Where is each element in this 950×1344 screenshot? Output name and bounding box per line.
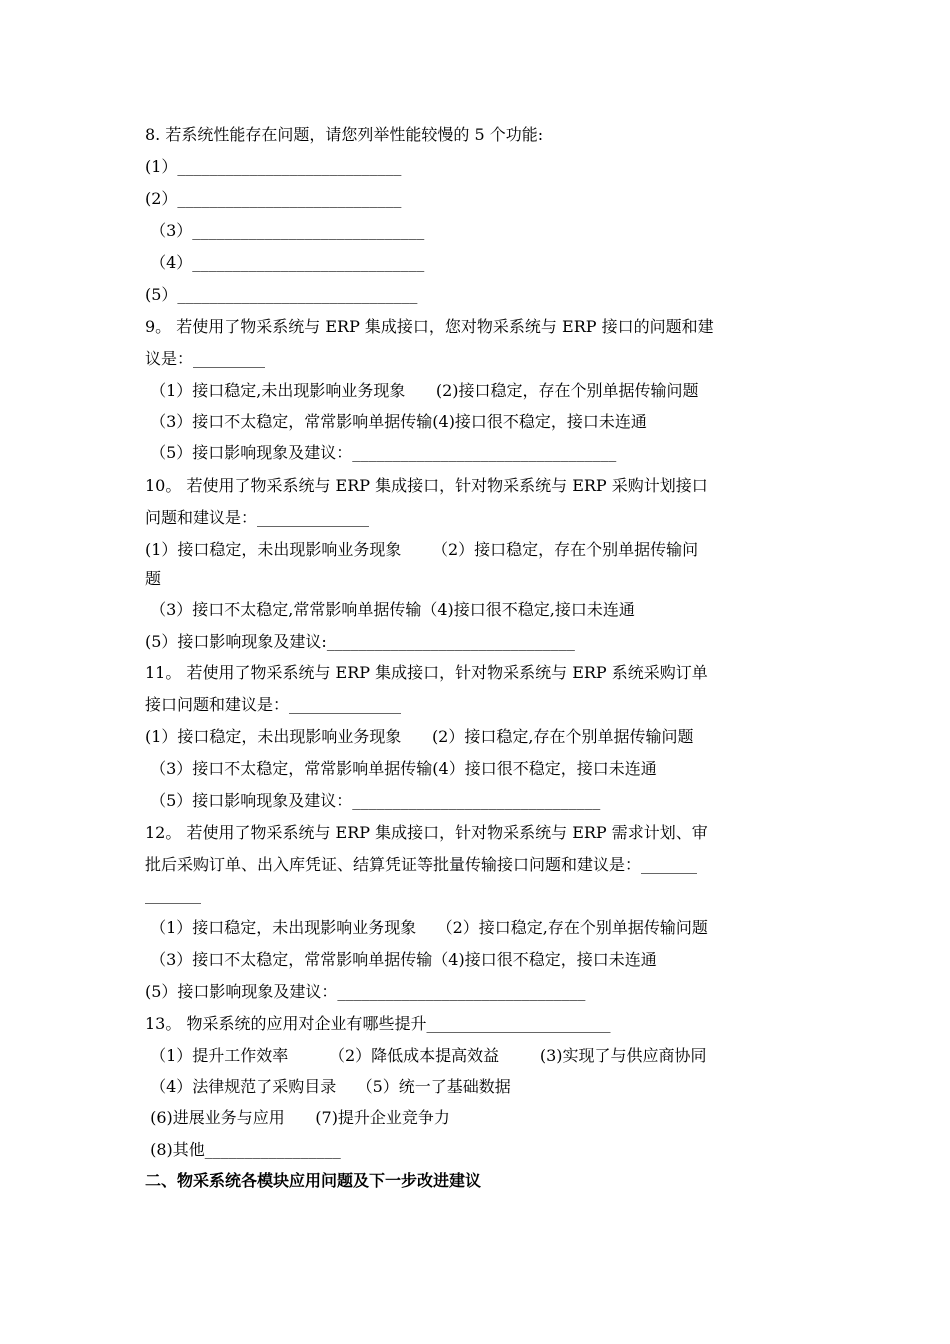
question-9-cont: 议是：_________ — [145, 349, 266, 368]
answer-blank: (1）____________________________ — [145, 157, 402, 176]
option-line: （3）接口不太稳定，常常影响单据传输（4)接口很不稳定，接口未连通 — [145, 950, 657, 969]
option-line: (5）接口影响现象及建议:_______________________________ — [145, 632, 575, 651]
option-line: （3）接口不太稳定，常常影响单据传输(4）接口很不稳定，接口未连通 — [145, 759, 657, 778]
answer-blank: (5）______________________________ — [145, 285, 418, 304]
option-line: (8)其他_________________ — [145, 1140, 341, 1159]
option-line: （1）接口稳定,未出现影响业务现象 (2)接口稳定，存在个别单据传输问题 — [145, 381, 699, 400]
answer-blank: (2）____________________________ — [145, 189, 402, 208]
question-11-cont: 接口问题和建议是：______________ — [145, 695, 402, 714]
question-13: 13。 物采系统的应用对企业有哪些提升_______________________ — [145, 1014, 611, 1033]
question-10-cont: 问题和建议是：______________ — [145, 508, 370, 527]
question-12-cont: 批后采购订单、出入库凭证、结算凭证等批量传输接口问题和建议是：_______ — [145, 855, 698, 874]
answer-blank: _______ — [145, 885, 201, 904]
question-8: 8. 若系统性能存在问题，请您列举性能较慢的 5 个功能: — [145, 125, 544, 144]
option-line: （3）接口不太稳定,常常影响单据传输（4)接口很不稳定,接口未连通 — [145, 600, 635, 619]
question-12: 12。 若使用了物采系统与 ERP 集成接口，针对物采系统与 ERP 需求计划、审 — [145, 823, 708, 842]
option-line: (1）接口稳定，未出现影响业务现象 （2）接口稳定，存在个别单据传输问 — [145, 540, 699, 559]
question-9: 9。 若使用了物采系统与 ERP 集成接口，您对物采系统与 ERP 接口的问题和建 — [145, 317, 714, 336]
question-10: 10。 若使用了物采系统与 ERP 集成接口，针对物采系统与 ERP 采购计划接口 — [145, 476, 708, 495]
answer-blank: （4）_____________________________ — [145, 253, 425, 272]
option-line: （3）接口不太稳定，常常影响单据传输(4)接口很不稳定，接口未连通 — [145, 412, 647, 431]
option-line: （1）提升工作效率 （2）降低成本提高效益 (3)实现了与供应商协同 — [145, 1046, 707, 1065]
option-line: 题 — [145, 569, 162, 588]
option-line: (1）接口稳定，未出现影响业务现象 (2）接口稳定,存在个别单据传输问题 — [145, 727, 694, 746]
option-line: （5）接口影响现象及建议：_______________________________ — [145, 791, 601, 810]
option-line: （1）接口稳定，未出现影响业务现象 （2）接口稳定,存在个别单据传输问题 — [145, 918, 708, 937]
section-heading: 二、物采系统各模块应用问题及下一步改进建议 — [145, 1171, 482, 1190]
answer-blank: （3）_____________________________ — [145, 221, 425, 240]
option-line: （4）法律规范了采购目录 （5）统一了基础数据 — [145, 1077, 511, 1096]
option-line: (6)进展业务与应用 (7)提升企业竞争力 — [145, 1108, 450, 1127]
question-11: 11。 若使用了物采系统与 ERP 集成接口，针对物采系统与 ERP 系统采购订单 — [145, 663, 708, 682]
option-line: (5）接口影响现象及建议：_______________________________ — [145, 982, 586, 1001]
option-line: （5）接口影响现象及建议：_________________________________ — [145, 443, 617, 462]
